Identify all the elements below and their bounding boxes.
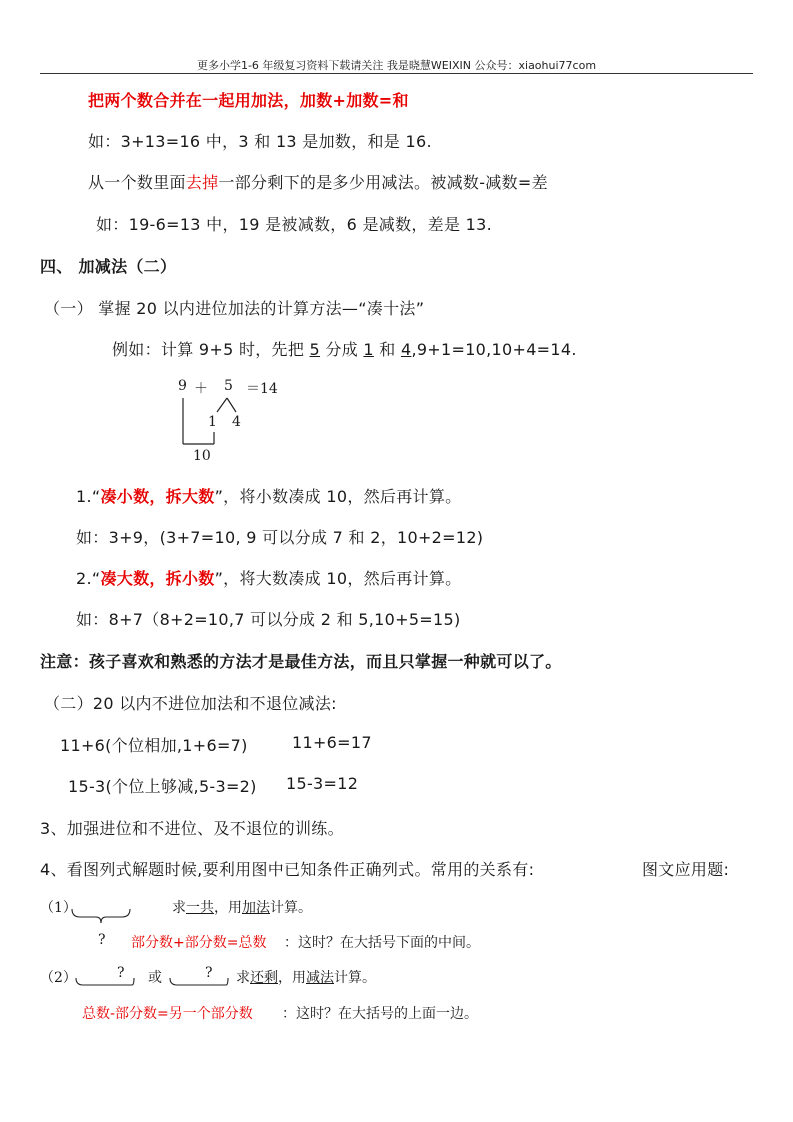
subtraction-example: 如：19-6=13 中，19 是被减数，6 是减数，差是 13.: [96, 215, 493, 234]
section-title: 四、 加减法（二）: [40, 257, 177, 276]
case2-or: 或: [148, 970, 162, 986]
case2-u2: 减法: [306, 970, 334, 986]
diagram-lines: [170, 392, 250, 448]
point4-right: 图文应用题:: [642, 860, 730, 879]
example-num-4: 4: [400, 340, 412, 359]
case2-note: ：这时？在大括号的上面一边。: [282, 1006, 478, 1022]
method2: [76, 566, 461, 589]
diagram-split-4: 4: [232, 414, 241, 430]
example-num-1: 1: [363, 340, 374, 359]
part1-title: （一） 掌握 20 以内进位加法的计算方法—“凑十法”: [44, 299, 425, 318]
case1-brace: [70, 905, 134, 927]
ex-add-left: 11+6(个位相加,1+6=7): [60, 736, 248, 755]
example-text-1: 例如：计算 9+5 时，先把: [112, 340, 310, 359]
point4: 4、看图列式解题时候,要利用图中已知条件正确列式。常用的关系有:: [40, 860, 535, 879]
method1: [76, 484, 461, 507]
ex-add-right: 11+6=17: [292, 733, 372, 752]
case1-t1: 求: [172, 900, 186, 916]
case2-u1: 还剩: [250, 970, 278, 986]
diagram-num-9: 9: [178, 378, 187, 394]
case2-question-2: ?: [205, 965, 213, 981]
addition-rule: 把两个数合并在一起用加法，加数+加数=和: [88, 91, 409, 110]
method2-emph: 凑大数，拆小数: [100, 569, 215, 588]
method1-prefix: 1.“: [76, 487, 101, 506]
case2-t3: 计算。: [334, 970, 376, 986]
case2-t1: 求: [236, 970, 250, 986]
method1-example: 如：3+9，(3+7=10, 9 可以分成 7 和 2，10+2=12): [76, 528, 484, 547]
case1-t3: 计算。: [270, 900, 312, 916]
diagram-num-5: 5: [224, 378, 233, 394]
example-num-5: 5: [309, 340, 321, 359]
case2-label: （2）: [40, 970, 77, 986]
point3: 3、加强进位和不进位、及不退位的训练。: [40, 819, 344, 838]
example-text-3: 和: [373, 340, 401, 359]
case2-question-1: ?: [117, 965, 125, 981]
method2-prefix: 2.“: [76, 569, 101, 588]
case1-text: [172, 897, 312, 917]
case1-u1: 一共: [186, 900, 214, 916]
case1-question: ?: [98, 932, 106, 948]
method2-suffix: ”，将大数凑成 10，然后再计算。: [214, 569, 462, 588]
ex-sub-right: 15-3=12: [286, 774, 359, 793]
method1-suffix: ”，将小数凑成 10，然后再计算。: [214, 487, 462, 506]
subtraction-rule-suffix: 一部分剩下的是多少用减法。被减数-减数=差: [218, 173, 548, 192]
case2-formula: 总数-部分数=另一个部分数: [82, 1006, 253, 1022]
case1-formula: 部分数+部分数=总数: [131, 935, 267, 951]
addition-example: 如：3+13=16 中，3 和 13 是加数，和是 16.: [88, 132, 432, 151]
case2-brace-1: [74, 976, 136, 992]
diagram-plus: ＋: [194, 381, 208, 397]
example-text-4: ,9+1=10,10+4=14.: [411, 340, 577, 359]
subtraction-rule-prefix: 从一个数里面: [88, 173, 186, 192]
subtraction-rule: [88, 170, 548, 193]
case2-t2: ，用: [278, 970, 306, 986]
page-header: 更多小学1-6 年级复习资料下载请关注 我是晓慧WEIXIN 公众号：xiaohui77com: [196, 59, 597, 72]
diagram-split-1: 1: [208, 414, 217, 430]
case1-label: （1）: [40, 900, 77, 916]
case2-brace-2: [168, 976, 230, 992]
example-text-2: 分成: [320, 340, 364, 359]
case1-t2: ，用: [214, 900, 242, 916]
method1-emph: 凑小数，拆大数: [100, 487, 215, 506]
method2-example: 如：8+7（8+2=10,7 可以分成 2 和 5,10+5=15): [76, 610, 461, 629]
example-line: [112, 337, 577, 360]
case2-text: [236, 967, 376, 987]
case1-u2: 加法: [242, 900, 270, 916]
ex-sub-left: 15-3(个位上够减,5-3=2): [68, 777, 257, 796]
diagram-result: ＝14: [246, 381, 278, 397]
case1-note: ：这时？在大括号下面的中间。: [284, 935, 480, 951]
note: 注意：孩子喜欢和熟悉的方法才是最佳方法，而且只掌握一种就可以了。: [40, 652, 562, 671]
part2-title: （二）20 以内不进位加法和不退位减法:: [44, 694, 337, 713]
header-divider: [40, 73, 753, 74]
subtraction-rule-emph: 去掉: [185, 173, 219, 192]
diagram-sum-10: 10: [193, 448, 211, 464]
